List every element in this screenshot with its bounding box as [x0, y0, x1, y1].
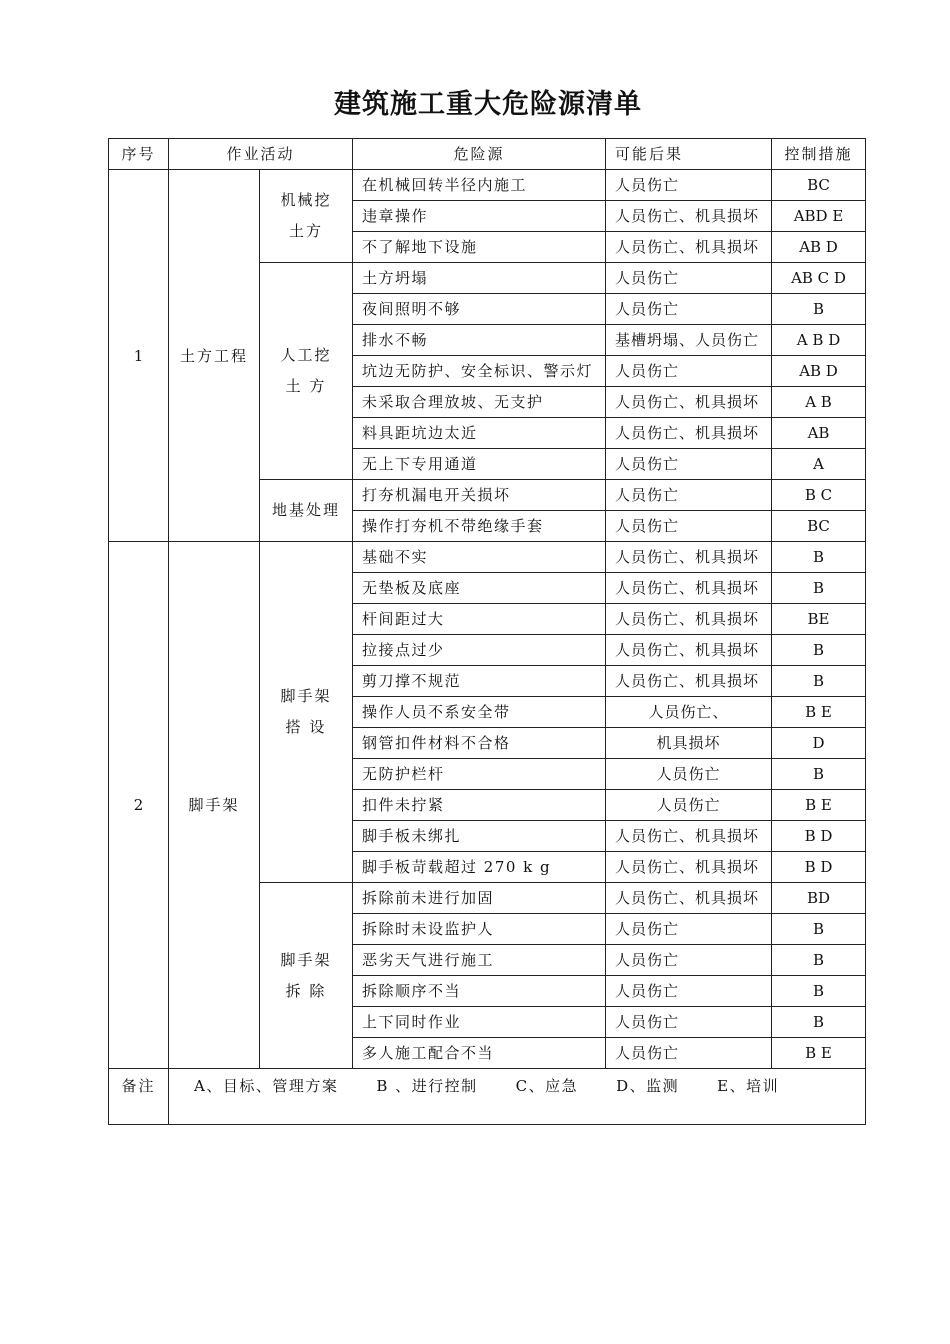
hazard-cell: 操作打夯机不带绝缘手套: [353, 511, 606, 542]
control-cell: B: [772, 1007, 866, 1038]
consequence-cell: 人员伤亡、机具损坏: [606, 852, 772, 883]
sub-activity-cell: [260, 542, 353, 883]
control-cell: A: [772, 449, 866, 480]
hazard-cell: 未采取合理放坡、无支护: [353, 387, 606, 418]
hazard-table: [108, 138, 866, 1125]
consequence-cell: 人员伤亡: [606, 170, 772, 201]
sub-activity-cell: [260, 480, 353, 542]
hazard-cell: 拆除时未设监护人: [353, 914, 606, 945]
consequence-cell: 人员伤亡、机具损坏: [606, 821, 772, 852]
note-item: B 、进行控制: [376, 1077, 478, 1095]
consequence-cell: 人员伤亡、机具损坏: [606, 635, 772, 666]
hazard-cell: 多人施工配合不当: [353, 1038, 606, 1069]
header-activity: 作业活动: [169, 139, 353, 170]
group-seq-cell: 2: [109, 542, 169, 1069]
control-cell: B: [772, 573, 866, 604]
consequence-cell: 人员伤亡、: [606, 697, 772, 728]
control-cell: B E: [772, 790, 866, 821]
hazard-cell: 无防护栏杆: [353, 759, 606, 790]
consequence-cell: 人员伤亡、机具损坏: [606, 883, 772, 914]
consequence-cell: 人员伤亡、机具损坏: [606, 666, 772, 697]
hazard-cell: 上下同时作业: [353, 1007, 606, 1038]
sub-activity-line: 土 方: [285, 377, 327, 395]
sub-activity-line: 脚手架: [280, 950, 332, 969]
hazard-cell: 拆除顺序不当: [353, 976, 606, 1007]
control-cell: B E: [772, 1038, 866, 1069]
control-cell: B: [772, 976, 866, 1007]
hazard-cell: 在机械回转半径内施工: [353, 170, 606, 201]
consequence-cell: 人员伤亡: [606, 356, 772, 387]
sub-activity-line: 人工挖: [280, 346, 332, 364]
consequence-cell: 人员伤亡、机具损坏: [606, 201, 772, 232]
consequence-cell: 人员伤亡: [606, 945, 772, 976]
control-cell: ABD E: [772, 201, 866, 232]
hazard-cell: 坑边无防护、安全标识、警示灯: [353, 356, 606, 387]
hazard-cell: 打夯机漏电开关损坏: [353, 480, 606, 511]
control-cell: B: [772, 914, 866, 945]
note-label: 备注: [109, 1069, 169, 1125]
control-cell: B: [772, 294, 866, 325]
control-cell: B E: [772, 697, 866, 728]
consequence-cell: 人员伤亡: [606, 1038, 772, 1069]
sub-activity-line: 机械挖: [280, 191, 332, 209]
hazard-cell: 拉接点过少: [353, 635, 606, 666]
consequence-cell: 机具损坏: [606, 728, 772, 759]
consequence-cell: 人员伤亡、机具损坏: [606, 387, 772, 418]
sub-activity-line: 地基处理: [272, 501, 341, 519]
hazard-cell: 拆除前未进行加固: [353, 883, 606, 914]
control-cell: B: [772, 666, 866, 697]
document-title: 建筑施工重大危险源清单: [334, 89, 642, 120]
table-row: [109, 170, 866, 201]
note-items: [169, 1069, 866, 1125]
hazard-cell: 无上下专用通道: [353, 449, 606, 480]
consequence-cell: 人员伤亡、机具损坏: [606, 573, 772, 604]
hazard-cell: 夜间照明不够: [353, 294, 606, 325]
sub-activity-cell: [260, 263, 353, 480]
consequence-cell: 人员伤亡、机具损坏: [606, 232, 772, 263]
consequence-cell: 人员伤亡: [606, 976, 772, 1007]
control-cell: AB D: [772, 232, 866, 263]
control-cell: B D: [772, 852, 866, 883]
sub-activity-line: 拆 除: [285, 981, 327, 1000]
control-cell: A B D: [772, 325, 866, 356]
control-cell: AB D: [772, 356, 866, 387]
control-cell: B: [772, 945, 866, 976]
group-name-cell: 脚手架: [169, 542, 260, 1069]
note-item: D、监测: [616, 1077, 680, 1095]
hazard-cell: 排水不畅: [353, 325, 606, 356]
table-body: [109, 139, 866, 1125]
sub-activity-line: 脚手架: [280, 687, 332, 705]
hazard-cell: 违章操作: [353, 201, 606, 232]
consequence-cell: 人员伤亡、机具损坏: [606, 604, 772, 635]
consequence-cell: 基槽坍塌、人员伤亡: [606, 325, 772, 356]
control-cell: D: [772, 728, 866, 759]
control-cell: B: [772, 542, 866, 573]
header-consequence: 可能后果: [606, 139, 772, 170]
consequence-cell: 人员伤亡: [606, 790, 772, 821]
control-cell: AB C D: [772, 263, 866, 294]
control-cell: BC: [772, 170, 866, 201]
header-seq: 序号: [109, 139, 169, 170]
consequence-cell: 人员伤亡: [606, 914, 772, 945]
control-cell: AB: [772, 418, 866, 449]
header-row: [109, 139, 866, 170]
control-cell: B D: [772, 821, 866, 852]
sub-activity-cell: [260, 883, 353, 1069]
control-cell: B C: [772, 480, 866, 511]
hazard-cell: 恶劣天气进行施工: [353, 945, 606, 976]
consequence-cell: 人员伤亡: [606, 511, 772, 542]
control-cell: B: [772, 759, 866, 790]
note-row: [109, 1069, 866, 1125]
control-cell: BD: [772, 883, 866, 914]
hazard-cell: 操作人员不系安全带: [353, 697, 606, 728]
hazard-cell: 基础不实: [353, 542, 606, 573]
consequence-cell: 人员伤亡: [606, 759, 772, 790]
consequence-cell: 人员伤亡: [606, 294, 772, 325]
header-hazard: 危险源: [353, 139, 606, 170]
sub-activity-line: 搭 设: [285, 718, 327, 736]
hazard-cell: 剪刀撑不规范: [353, 666, 606, 697]
hazard-cell: 土方坍塌: [353, 263, 606, 294]
group-name-cell: 土方工程: [169, 170, 260, 542]
consequence-cell: 人员伤亡: [606, 480, 772, 511]
hazard-cell: 脚手板苛载超过 270 k g: [353, 852, 606, 883]
note-item: E、培训: [717, 1077, 780, 1095]
hazard-cell: 杆间距过大: [353, 604, 606, 635]
table-row: [109, 542, 866, 573]
hazard-cell: 料具距坑边太近: [353, 418, 606, 449]
hazard-cell: 扣件未拧紧: [353, 790, 606, 821]
control-cell: A B: [772, 387, 866, 418]
consequence-cell: 人员伤亡: [606, 449, 772, 480]
control-cell: BC: [772, 511, 866, 542]
note-item: C、应急: [515, 1077, 579, 1095]
hazard-cell: 无垫板及底座: [353, 573, 606, 604]
header-control: 控制措施: [772, 139, 866, 170]
note-item: A、目标、管理方案: [194, 1077, 339, 1095]
control-cell: B: [772, 635, 866, 666]
sub-activity-line: 土方: [289, 222, 324, 240]
control-cell: BE: [772, 604, 866, 635]
sub-activity-cell: [260, 170, 353, 263]
consequence-cell: 人员伤亡: [606, 1007, 772, 1038]
consequence-cell: 人员伤亡、机具损坏: [606, 418, 772, 449]
hazard-cell: 钢管扣件材料不合格: [353, 728, 606, 759]
hazard-cell: 脚手板未绑扎: [353, 821, 606, 852]
consequence-cell: 人员伤亡、机具损坏: [606, 542, 772, 573]
consequence-cell: 人员伤亡: [606, 263, 772, 294]
group-seq-cell: 1: [109, 170, 169, 542]
hazard-cell: 不了解地下设施: [353, 232, 606, 263]
